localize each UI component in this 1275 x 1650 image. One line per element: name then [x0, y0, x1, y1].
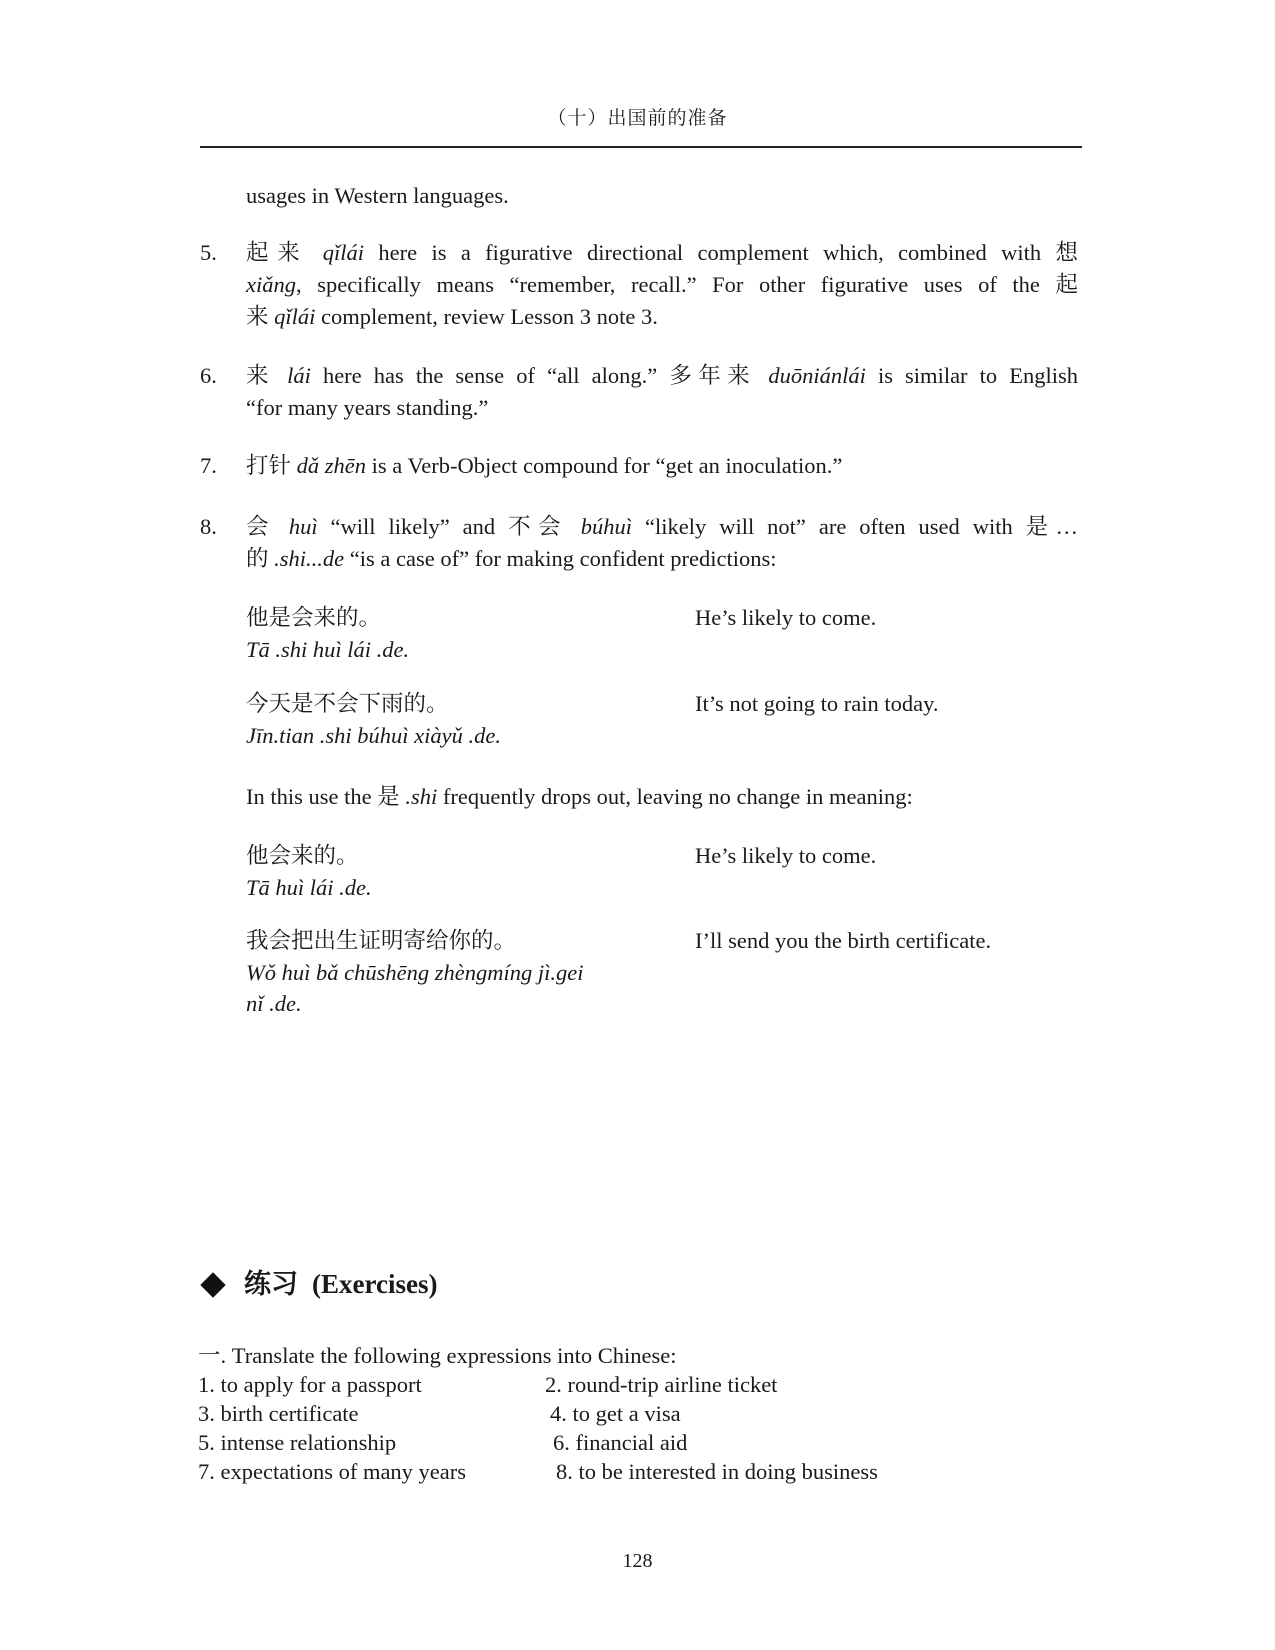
note-5-line-2 — [246, 269, 1078, 301]
example-pinyin: Tā huì lái .de. — [246, 875, 372, 900]
pinyin-term: dǎ zhēn — [296, 453, 367, 478]
note-7-line-1 — [246, 450, 842, 482]
note-6-line-2 — [246, 392, 488, 424]
example-chinese: 他是会来的。 — [246, 605, 382, 630]
text-run: 会 — [246, 514, 289, 539]
diamond-bullet-icon — [200, 1273, 225, 1298]
example-english: It’s not going to rain today. — [695, 691, 939, 716]
example-chinese: 我会把出生证明寄给你的。 — [246, 928, 517, 953]
exercise-item: 7. expectations of many years — [198, 1459, 467, 1484]
pinyin-term: xiǎng — [246, 272, 296, 297]
text-run: 的 — [246, 546, 275, 571]
example-english: He’s likely to come. — [695, 843, 877, 868]
example-english: I’ll send you the birth certificate. — [695, 928, 992, 953]
exercises-heading-cn: 练习 — [244, 1269, 298, 1299]
continuation-text: usages in Western languages. — [246, 183, 509, 208]
exercises-heading — [200, 1262, 437, 1301]
text-run: complement, review Lesson 3 note 3. — [315, 304, 658, 329]
exercise-item: 6. financial aid — [553, 1430, 688, 1455]
pinyin-term: búhuì — [580, 514, 633, 539]
pinyin-term: lái — [287, 363, 311, 388]
exercise-instruction: 一. Translate the following expressions into Chinese: — [198, 1343, 677, 1368]
exercise-item: 2. round-trip airline ticket — [545, 1372, 778, 1397]
text-run: 来 — [246, 363, 288, 388]
pinyin-term: duōniánlái — [768, 363, 866, 388]
pinyin-term: .shi...de — [274, 546, 345, 571]
drop-note — [246, 781, 913, 813]
note-8-line-2 — [246, 543, 777, 575]
text-run: 起来 — [246, 240, 323, 265]
running-header: （十）出国前的准备 — [547, 108, 728, 129]
note-5-line-1 — [246, 237, 1078, 269]
page-number: 128 — [622, 1550, 653, 1572]
pinyin-term: qǐlái — [274, 304, 316, 329]
text-run: here has the sense of “all along.” 多年来 — [310, 363, 769, 388]
note-6-number: 6. — [200, 363, 217, 388]
exercise-item: 3. birth certificate — [198, 1401, 359, 1426]
exercise-item: 8. to be interested in doing business — [556, 1459, 878, 1484]
example-pinyin: Tā .shi huì lái .de. — [246, 637, 410, 662]
text-run: frequently drops out, leaving no change in meaning: — [437, 784, 913, 809]
exercises-heading-en: (Exercises) — [312, 1269, 438, 1299]
text-run: “is a case of” for making confident predictions: — [344, 546, 777, 571]
pinyin-term: .shi — [405, 784, 438, 809]
text-run: In this use the 是 — [246, 784, 406, 809]
text-run: “likely will not” are often used with 是… — [632, 514, 1078, 539]
note-5-number: 5. — [200, 240, 217, 265]
example-pinyin: Jīn.tian .shi búhuì xiàyǔ .de. — [246, 723, 501, 748]
text-run: 打针 — [246, 453, 297, 478]
text-run: here is a figurative directional complement which, combined with 想 — [364, 240, 1078, 265]
example-pinyin-cont: nǐ .de. — [246, 991, 302, 1016]
note-8-number: 8. — [200, 514, 217, 539]
text-run: is a Verb-Object compound for “get an inoculation.” — [366, 453, 843, 478]
exercise-item: 4. to get a visa — [550, 1401, 681, 1426]
example-chinese: 他会来的。 — [246, 843, 359, 868]
exercise-item: 1. to apply for a passport — [198, 1372, 422, 1397]
text-run: , specifically means “remember, recall.” For other figurative uses of the 起 — [296, 272, 1078, 297]
text-run: “for many years standing.” — [246, 395, 489, 420]
text-run: 来 — [246, 304, 275, 329]
pinyin-term: qǐlái — [322, 240, 365, 265]
example-chinese: 今天是不会下雨的。 — [246, 691, 449, 716]
text-run: “will likely” and 不会 — [317, 514, 581, 539]
text-run: is similar to English — [865, 363, 1078, 388]
note-7-number: 7. — [200, 453, 217, 478]
pinyin-term: huì — [288, 514, 318, 539]
example-pinyin: Wǒ huì bǎ chūshēng zhèngmíng jì.gei — [246, 960, 584, 985]
note-5-line-3 — [246, 301, 658, 333]
note-6-line-1 — [246, 360, 1078, 392]
header-rule — [200, 146, 1082, 148]
example-english: He’s likely to come. — [695, 605, 877, 630]
exercise-item: 5. intense relationship — [198, 1430, 397, 1455]
note-8-line-1 — [246, 511, 1078, 543]
